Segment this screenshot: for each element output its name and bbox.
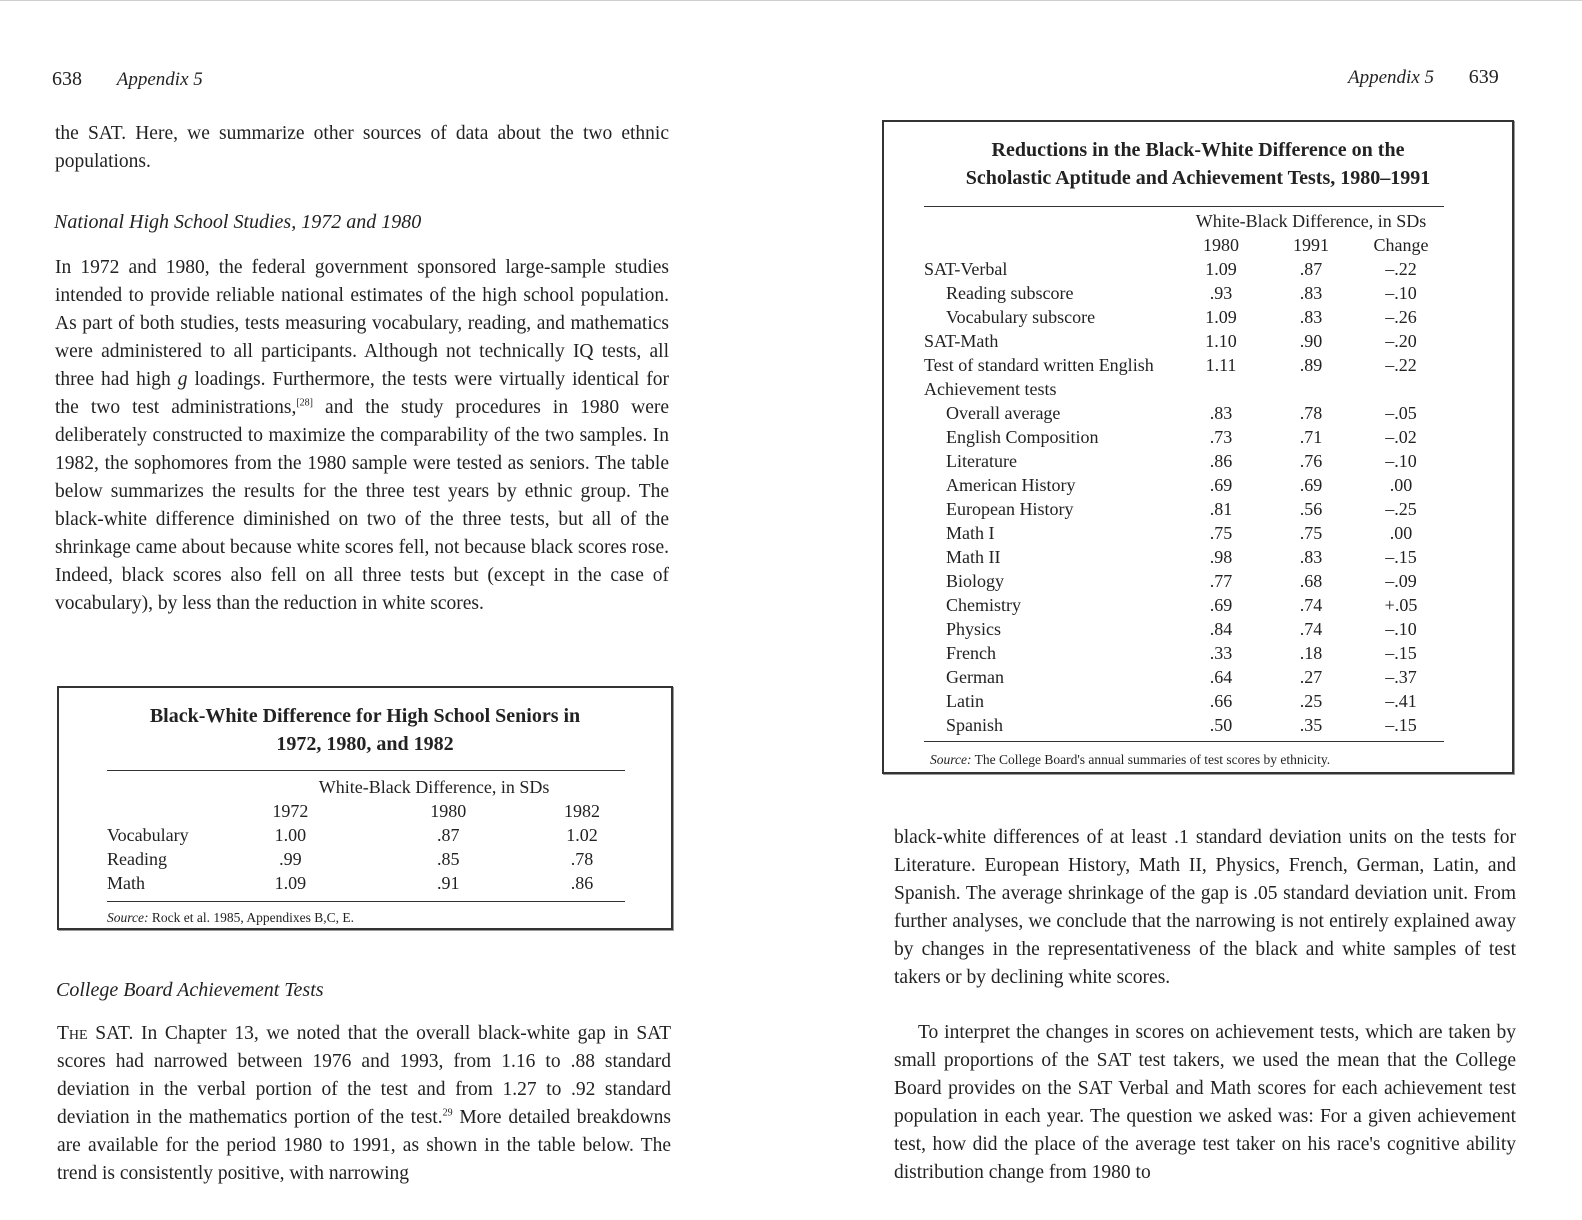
table-seniors-group-header: White-Black Difference, in SDs (318, 777, 550, 797)
table-row: Vocabulary subscore 1.09 .83 –.26 (946, 307, 1417, 327)
table-seniors-title: Black-White Difference for High School Seniors in 1972, 1980, and 1982 (149, 705, 581, 755)
table-seniors-grid (107, 775, 625, 895)
table-row: Math I .75 .75 .00 (946, 523, 1413, 543)
intro-paragraph: the SAT. Here, we summarize other sources of data about the two ethnic populations. (55, 123, 669, 172)
section-heading-national: National High School Studies, 1972 and 1980 (54, 211, 422, 233)
table-row: French .33 .18 –.15 (946, 643, 1417, 663)
national-studies-paragraph: In 1972 and 1980, the federal government sponsored large-sample studies intended to provide reliable national estimates of the high school population. As part of both studies, tests measuring vocabulary, reading, and mathematics were administered to all participants. Although not technically IQ tests, all three had high g loadings. Furthermore, the tests were virtually identical for the two test administrations,[28] and the study procedures in 1980 were deliberately constructed to maximize the comparability of the two samples. In 1982, the sophomores from the 1980 sample were tested as seniors. The table below summarizes the results for the three test years by ethnic group. The black-white difference diminished on two of the three tests, but all of the shrinkage came about because white scores fell, not because black scores rose. Indeed, black scores also fell on all three tests but (except in the case of vocabulary), by less than the reduction in white scores. (55, 257, 669, 614)
right-paragraph-2: To interpret the changes in scores on achievement tests, which are taken by small proportions of the SAT test takers, we used the mean that the College Board provides on the SAT Verbal and Math scores for each achievement test population in each year. The question we asked was: For a given achievement test, how did the place of the average test taker on his race's cognitive ability distribution change from 1980 to (894, 1022, 1516, 1183)
table-row: Latin .66 .25 –.41 (946, 691, 1417, 711)
table-seniors-source: Source: Rock et al. 1985, Appendixes B,C, E. (107, 910, 354, 925)
table-seniors-bottom-rule (107, 901, 625, 902)
table-sat-bottom-rule (924, 741, 1444, 742)
left-running-title: Appendix 5 (116, 69, 203, 90)
table-row: Vocabulary 1.00 .87 1.02 (107, 825, 598, 845)
college-board-paragraph: The SAT. In Chapter 13, we noted that the overall black-white gap in SAT scores had narrowed between 1976 and 1993, from 1.16 to .88 standard deviation in the verbal portion of the test and from 1.27 to .92 standard deviation in the mathematics portion of the test.$^{29}$ More detailed breakdowns are available for the period 1980 to 1991, as shown in the table below. The trend is consistently positive, with narrowing (57, 1023, 672, 1184)
left-page-number: 638 (52, 68, 82, 90)
table-row: SAT-Math 1.10 .90 –.20 (924, 331, 1417, 351)
table-row: German .64 .27 –.37 (946, 667, 1417, 687)
table-sat-group-header: White-Black Difference, in SDs (1195, 211, 1427, 231)
table-row: Reading .99 .85 .78 (107, 849, 594, 869)
footnote-28: [28] (296, 397, 314, 409)
col-1991: 1991 (1293, 235, 1329, 255)
right-page (790, 0, 1582, 1220)
table-sat-source: Source: The College Board's annual summaries of test scores by ethnicity. (930, 752, 1331, 767)
table-row: SAT-Verbal 1.09 .87 –.22 (924, 259, 1417, 279)
table-row: European History .81 .56 –.25 (946, 499, 1417, 519)
table-row: Spanish .50 .35 –.15 (946, 715, 1417, 735)
right-page-number: 639 (1468, 66, 1499, 88)
table-sat-achievement (882, 120, 1514, 774)
col-1982: 1982 (563, 801, 600, 821)
table-row: Physics .84 .74 –.10 (946, 619, 1417, 639)
right-paragraph-1: black-white differences of at least .1 standard deviation units on the tests for Literature. European History, Math II, Physics, French, German, Latin, and Spanish. The average shrinkage of the gap is .05 standard deviation unit. From further analyses, we conclude that the narrowing is not entirely explained away by changes in the representativeness of the black and white samples of test takers or by declining white scores. (894, 827, 1516, 988)
table-sat-top-rule (924, 206, 1444, 207)
section-heading-college-board: College Board Achievement Tests (56, 979, 324, 1001)
table-sat-grid (924, 209, 1446, 737)
table-row: Reading subscore .93 .83 –.10 (946, 283, 1417, 303)
left-running-head (52, 68, 203, 91)
footnote-29: 29 (442, 1107, 453, 1119)
table-row: American History .69 .69 .00 (946, 475, 1413, 495)
col-1972: 1972 (272, 801, 309, 821)
table-row: Math II .98 .83 –.15 (946, 547, 1417, 567)
col-change: Change (1373, 235, 1429, 255)
table-row: Math 1.09 .91 .86 (107, 873, 594, 893)
table-row: English Composition .73 .71 –.02 (946, 427, 1417, 447)
table-row: Achievement tests (924, 379, 1057, 399)
right-running-head (1348, 66, 1499, 89)
table-row: Test of standard written English 1.11 .89 –.22 (924, 355, 1417, 375)
table-sat-title: Reductions in the Black-White Difference on the Scholastic Aptitude and Achievement Tests, 1980–1991 (965, 139, 1431, 189)
table-row: Overall average .83 .78 –.05 (946, 403, 1417, 423)
table-seniors-top-rule (107, 770, 625, 771)
col-1980: 1980 (1203, 235, 1239, 255)
table-row: Chemistry .69 .74 +.05 (946, 595, 1418, 615)
table-row: Literature .86 .76 –.10 (946, 451, 1417, 471)
right-running-title: Appendix 5 (1348, 67, 1435, 88)
left-page (0, 0, 790, 1220)
col-1980: 1980 (430, 801, 467, 821)
table-row: Biology .77 .68 –.09 (946, 571, 1417, 591)
table-seniors (57, 686, 673, 930)
